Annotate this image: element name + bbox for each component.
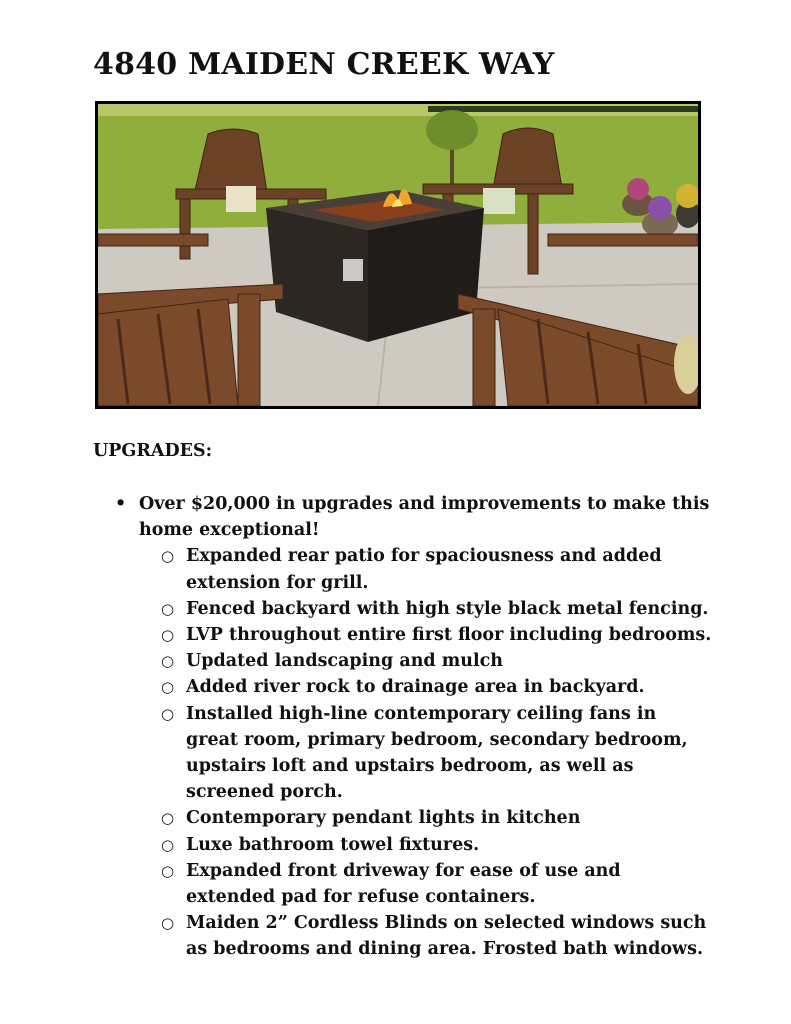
upgrade-text: Installed high-line contemporary ceiling fans in great room, primary bedroom, secondary bedroom, upstairs loft and upstairs bedroom, as well as screened porch.: [186, 703, 688, 803]
list-item: [139, 648, 713, 674]
list-item: [139, 674, 713, 700]
upgrade-text: Fenced backyard with high style black metal fencing.: [186, 598, 709, 619]
circle-bullet-icon: ○: [161, 914, 175, 933]
upgrades-summary: Over $20,000 in upgrades and improvements to make this home exceptional!: [139, 494, 710, 541]
circle-bullet-icon: ○: [161, 835, 175, 854]
bullet-icon: •: [115, 494, 127, 514]
upgrade-text: LVP throughout entire first floor including bedrooms.: [186, 625, 712, 646]
circle-bullet-icon: ○: [161, 626, 175, 645]
circle-bullet-icon: ○: [161, 652, 175, 671]
upgrade-text: Added river rock to drainage area in backyard.: [186, 677, 645, 698]
upgrade-text: Expanded front driveway for ease of use and extended pad for refuse containers.: [186, 860, 621, 908]
list-item: [139, 858, 713, 910]
upgrades-heading: UPGRADES:: [93, 441, 213, 461]
circle-bullet-icon: ○: [161, 809, 175, 828]
circle-bullet-icon: ○: [161, 704, 175, 723]
upgrade-text: Contemporary pendant lights in kitchen: [186, 808, 581, 829]
list-item: [139, 701, 713, 806]
list-item: [139, 910, 713, 962]
list-item: [139, 543, 713, 595]
circle-bullet-icon: ○: [161, 547, 175, 566]
list-item: [93, 491, 713, 963]
circle-bullet-icon: ○: [161, 861, 175, 880]
upgrade-text: Updated landscaping and mulch: [186, 651, 504, 672]
upgrade-items: [139, 543, 713, 962]
circle-bullet-icon: ○: [161, 599, 175, 618]
list-item: [139, 596, 713, 622]
upgrade-text: Luxe bathroom towel fixtures.: [186, 834, 480, 855]
patio-photo: [95, 101, 701, 409]
list-item: [139, 805, 713, 831]
circle-bullet-icon: ○: [161, 678, 175, 697]
upgrade-text: Maiden 2” Cordless Blinds on selected windows such as bedrooms and dining area. Frosted bath windows.: [186, 913, 707, 960]
list-item: [139, 832, 713, 858]
list-item: [139, 622, 713, 648]
upgrade-text: Expanded rear patio for spaciousness and added extension for grill.: [186, 546, 662, 593]
upgrades-list: [93, 491, 713, 963]
patio-fire-pit-illustration: [98, 104, 698, 406]
page-title: 4840 MAIDEN CREEK WAY: [93, 47, 555, 82]
